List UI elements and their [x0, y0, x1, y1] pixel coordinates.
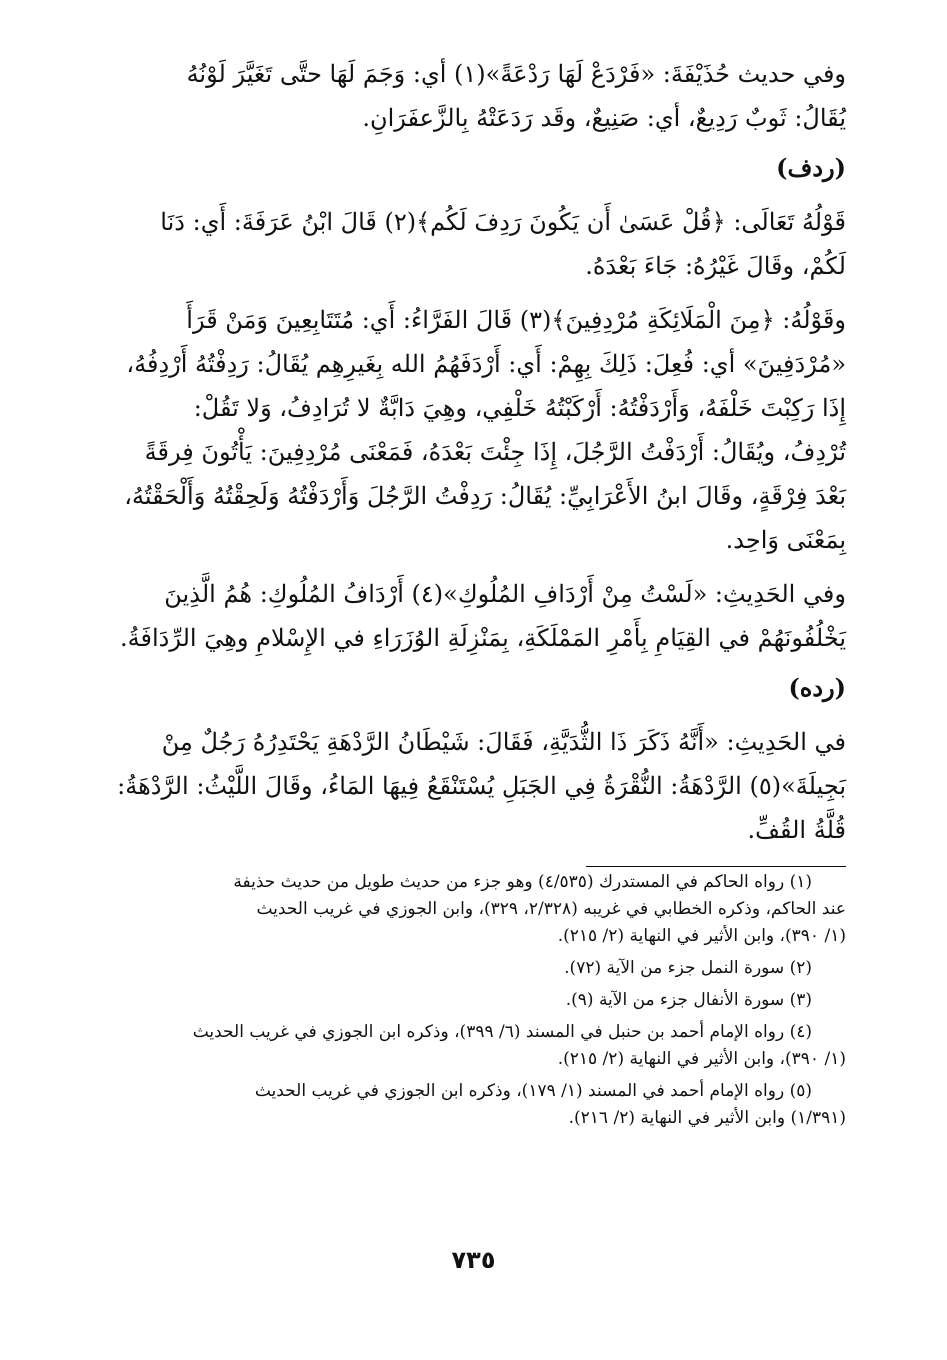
text-line: قَوْلُهُ تَعَالَى: ﴿قُلْ عَسَىٰ أَن يَكُونَ رَدِفَ لَكُم﴾(٢) قَالَ ابْنُ عَرَفَةَ: أَي: دَنَا [160, 208, 846, 236]
footnote-line: (١) رواه الحاكم في المستدرك (٤/٥٣٥) وهو جزء من حديث طويل من حديث حذيفة [233, 872, 812, 892]
page-body [110, 52, 846, 1137]
entry-heading-radah: (رده) [788, 673, 846, 702]
text-line: يُقَالُ: ثَوبٌ رَدِيعٌ، أي: صَنِيعٌ، وقَد رَدَعَتْهُ بِالزَّعفَرَانِ. [362, 104, 846, 132]
paragraph-radif-lakum [110, 200, 846, 288]
entry-heading-radaf: (ردف) [776, 153, 846, 182]
text-line: وفي حديث حُذَيْفَةَ: «فَرْدَعْ لَهَا رَدْعَةً»(١) أي: وَجَمَ لَهَا حتَّى تَغَيَّرَ لَوْنُهُ [186, 60, 846, 88]
footnotes [110, 869, 846, 1132]
text-line: وفي الحَدِيثِ: «لَسْتُ مِنْ أَرْدَافِ المُلُوكِ»(٤) أَرْدَافُ المُلُوكِ: هُمُ الَّذِينَ [164, 580, 846, 608]
text-line: لَكُمْ، وقَالَ غَيْرُهُ: جَاءَ بَعْدَهُ. [585, 252, 846, 280]
text-line: تُرْدِفُ، ويُقَالُ: أَرْدَفْتُ الرَّجُلَ، إِذَا جِئْتَ بَعْدَهُ، فَمَعْنَى مُرْدِفِينَ: يَأْتُونَ فِرقَةً [144, 438, 846, 466]
paragraph-murdifin [110, 298, 846, 562]
footnote-line: (١/٣٩١) وابن الأثير في النهاية (٢/ ٢١٦). [568, 1108, 846, 1128]
footnote-line: عند الحاكم، وذكره الخطابي في غريبه (٢/٣٢٨، ٣٢٩)، وابن الجوزي في غريب الحديث [256, 899, 846, 919]
text-line: بَجِيلَةَ»(٥) الرَّدْهَةُ: النُّقْرَةُ فِي الجَبَلِ يُسْتَنْقَعُ فِيهَا المَاءُ، وقَالَ اللَّيْثُ: الرَّدْهَةُ: [117, 772, 846, 800]
paragraph-radha [110, 720, 846, 852]
text-line: بَعْدَ فِرْقَةٍ، وقَالَ ابنُ الأَعْرَابِيِّ: يُقَالُ: رَدِفْتُ الرَّجُلَ وَأَرْدَفْتُهُ وَلَحِقْتُهُ وَأَلْحَقْتُهُ، [124, 482, 846, 510]
paragraph-fardaa [110, 52, 846, 140]
footnote-line: (١/ ٣٩٠)، وابن الأثير في النهاية (٢/ ٢١٥). [557, 926, 846, 946]
text-line: يَخْلُفُونَهُمْ في القِيَامِ بِأَمْرِ المَمْلَكَةِ، بِمَنْزِلَةِ الوُزَرَاءِ في الإِسْلامِ وهِيَ الرِّدَافَةُ. [120, 624, 846, 652]
footnote-4 [110, 1019, 846, 1073]
text-line: وقَوْلُهُ: ﴿مِنَ الْمَلَائِكَةِ مُرْدِفِينَ﴾(٣) قَالَ الفَرَّاءُ: أَي: مُتَتَابِعِينَ وَمَنْ قَرَأَ [186, 306, 846, 334]
text-line: قُلَّةُ القُفِّ. [747, 816, 846, 844]
footnote-3: (٣) سورة الأنفال جزء من الآية (٩). [565, 990, 812, 1010]
footnote-2: (٢) سورة النمل جزء من الآية (٧٢). [564, 958, 812, 978]
footnote-separator [586, 866, 846, 867]
text-line: «مُرْدَفِينَ» أي: فُعِلَ: ذَلِكَ بِهِمْ: أَي: أَرْدَفَهُمُ الله بِغَيرِهِم يُقَالُ: رَدِفْتُهُ أَرْدِفُهُ، [126, 350, 846, 378]
footnote-1 [110, 869, 846, 950]
footnote-line: (٤) رواه الإمام أحمد بن حنبل في المسند (٦/ ٣٩٩)، وذكره ابن الجوزي في غريب الحديث [192, 1022, 812, 1042]
text-line: بِمَعْنَى وَاحِد. [725, 526, 846, 554]
footnote-line: (٥) رواه الإمام أحمد في المسند (١/ ١٧٩)، وذكره ابن الجوزي في غريب الحديث [254, 1081, 812, 1101]
footnote-line: (١/ ٣٩٠)، وابن الأثير في النهاية (٢/ ٢١٥). [557, 1049, 846, 1069]
text-line: إِذَا رَكِبْتَ خَلْفَهُ، وَأَرْدَفْتُهُ: أَرْكَبْتُهُ خَلْفِي، وهِيَ دَابَّةٌ لا تُرَادِفُ، وَلا تَقُلْ: [193, 394, 846, 422]
footnote-5 [110, 1078, 846, 1132]
text-line: في الحَدِيثِ: «أَنَّهُ ذَكَرَ ذَا الثُّدَيَّةِ، فَقَالَ: شَيْطَانُ الرَّدْهَةِ يَحْتَدِرُهُ رَجُلٌ مِنْ [161, 728, 846, 756]
paragraph-ardaf-al-muluk [110, 572, 846, 660]
page-number: ٧٣٥ [451, 1246, 496, 1274]
